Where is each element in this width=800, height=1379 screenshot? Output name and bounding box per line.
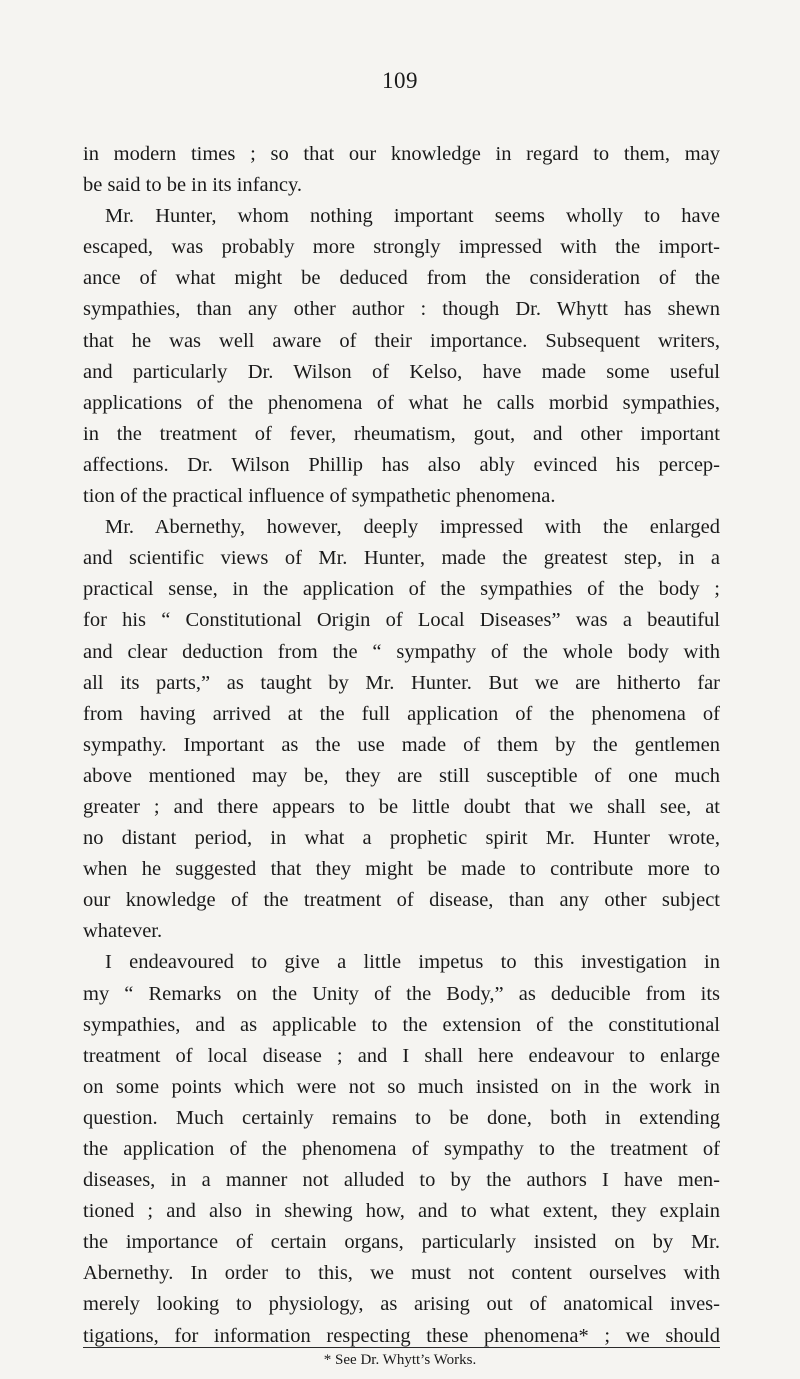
body-text xyxy=(83,139,720,1352)
text-line: treatment of local disease ; and I shall here endeavour to enlarge xyxy=(83,1044,720,1067)
footnote: * See Dr. Whytt’s Works. xyxy=(323,1352,477,1368)
text-line: whatever. xyxy=(83,920,163,943)
text-line: and clear deduction from the “ sympathy of the whole body with xyxy=(83,640,720,663)
text-line: escaped, was probably more strongly impressed with the import- xyxy=(83,236,720,259)
text-line: ance of what might be deduced from the consideration of the xyxy=(83,267,720,290)
text-line: from having arrived at the full application of the phenomena of xyxy=(83,702,720,725)
text-line: all its parts,” as taught by Mr. Hunter. But we are hitherto far xyxy=(83,671,720,694)
text-line: for his “ Constitutional Origin of Local Diseases” was a beautiful xyxy=(83,609,720,632)
text-line: and scientific views of Mr. Hunter, made the greatest step, in a xyxy=(83,547,720,570)
text-line: Mr. Abernethy, however, deeply impressed with the enlarged xyxy=(105,516,720,539)
text-line: when he suggested that they might be made to contribute more to xyxy=(83,858,720,881)
text-line: on some points which were not so much insisted on in the work in xyxy=(83,1075,720,1098)
text-line: tigations, for information respecting these phenomena* ; we should xyxy=(83,1324,720,1347)
text-line: above mentioned may be, they are still susceptible of one much xyxy=(83,764,720,787)
text-line: in modern times ; so that our knowledge in regard to them, may xyxy=(83,143,720,165)
text-line: affections. Dr. Wilson Phillip has also ably evinced his percep- xyxy=(83,453,720,476)
text-line: the importance of certain organs, particularly insisted on by Mr. xyxy=(83,1231,720,1254)
text-line: be said to be in its infancy. xyxy=(83,174,302,197)
text-line: Mr. Hunter, whom nothing important seems wholly to have xyxy=(105,205,720,228)
text-line: tioned ; and also in shewing how, and to what extent, they explain xyxy=(83,1200,720,1223)
text-line: merely looking to physiology, as arising out of anatomical inves- xyxy=(83,1293,720,1316)
text-line: sympathies, and as applicable to the extension of the constitutional xyxy=(83,1013,720,1036)
text-line: Abernethy. In order to this, we must not content ourselves with xyxy=(83,1262,720,1285)
text-line: no distant period, in what a prophetic spirit Mr. Hunter wrote, xyxy=(83,827,720,850)
text-line: in the treatment of fever, rheumatism, gout, and other important xyxy=(83,422,720,445)
text-line: tion of the practical influence of sympathetic phenomena. xyxy=(83,485,556,508)
text-line: and particularly Dr. Wilson of Kelso, have made some useful xyxy=(83,360,720,383)
text-line: diseases, in a manner not alluded to by the authors I have men- xyxy=(83,1169,720,1192)
text-line: that he was well aware of their importance. Subsequent writers, xyxy=(83,329,720,352)
text-line: question. Much certainly remains to be done, both in extending xyxy=(83,1106,720,1129)
text-line: the application of the phenomena of sympathy to the treatment of xyxy=(83,1138,720,1160)
footnote-divider xyxy=(83,1347,720,1348)
text-line: greater ; and there appears to be little doubt that we shall see, at xyxy=(83,795,720,818)
text-line: my “ Remarks on the Unity of the Body,” as deducible from its xyxy=(83,982,720,1005)
text-line: practical sense, in the application of the sympathies of the body ; xyxy=(83,578,720,601)
text-line: our knowledge of the treatment of disease, than any other subject xyxy=(83,889,720,912)
text-line: I endeavoured to give a little impetus to this investigation in xyxy=(105,951,720,974)
text-line: sympathy. Important as the use made of them by the gentlemen xyxy=(83,733,720,756)
text-line: sympathies, than any other author : though Dr. Whytt has shewn xyxy=(83,298,720,321)
text-line: applications of the phenomena of what he calls morbid sympathies, xyxy=(83,391,720,414)
page-number: 109 xyxy=(382,68,418,93)
